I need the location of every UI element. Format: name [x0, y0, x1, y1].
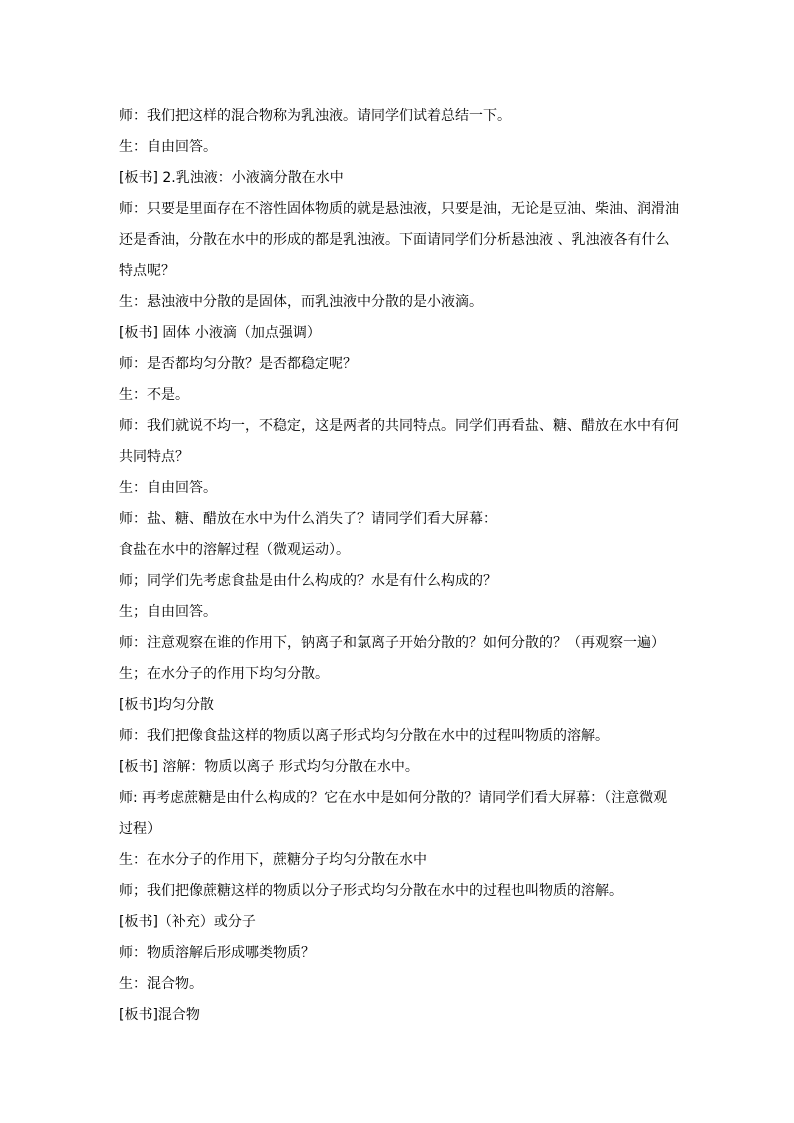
text-line: 生：不是。 — [119, 387, 189, 403]
text-line: 师；我们把像蔗糖这样的物质以分子形式均匀分散在水中的过程也叫物质的溶解。 — [119, 883, 623, 899]
text-line: 师：我们把这样的混合物称为乳浊液。请同学们试着总结一下。 — [119, 108, 511, 124]
text-line: 师：是否都均匀分散？是否都稳定呢？ — [119, 356, 357, 372]
text-line: [板书]均匀分散 — [119, 697, 214, 713]
text-line: [板书]（补充）或分子 — [119, 914, 256, 930]
text-line: 共同特点？ — [119, 449, 189, 465]
text-line: 还是香油，分散在水中的形成的都是乳浊液。下面请同学们分析悬浊液 、乳浊液各有什么 — [119, 232, 670, 248]
text-line: 师：物质溶解后形成哪类物质？ — [119, 945, 315, 961]
text-line: 生；在水分子的作用下均匀分散。 — [119, 666, 329, 682]
text-line: 特点呢？ — [119, 263, 175, 279]
text-line: 生：在水分子的作用下，蔗糖分子均匀分散在水中 — [119, 852, 427, 868]
text-line: 师：注意观察在谁的作用下，钠离子和氯离子开始分散的？如何分散的？（再观察一遍） — [119, 635, 665, 651]
text-line: 师：我们就说不均一，不稳定，这是两者的共同特点。同学们再看盐、糖、醋放在水中有何 — [119, 418, 679, 434]
text-line: 生：自由回答。 — [119, 480, 217, 496]
text-line: 生：混合物。 — [119, 976, 203, 992]
text-line: 师；同学们先考虑食盐是由什么构成的？水是有什么构成的？ — [119, 573, 497, 589]
text-line: 食盐在水中的溶解过程（微观运动）。 — [119, 542, 350, 558]
text-line: 师：盐、糖、醋放在水中为什么消失了？请同学们看大屏幕： — [119, 511, 497, 527]
text-line: 过程） — [119, 821, 161, 837]
text-line: [板书]混合物 — [119, 1007, 200, 1023]
text-line: 生；自由回答。 — [119, 604, 217, 620]
text-line: 生：自由回答。 — [119, 139, 217, 155]
text-line: 生：悬浊液中分散的是固体，而乳浊液中分散的是小液滴。 — [119, 294, 483, 310]
document-body — [119, 101, 679, 1031]
text-line: 师：我们把像食盐这样的物质以离子形式均匀分散在水中的过程叫物质的溶解。 — [119, 728, 609, 744]
text-line: [板书] 固体 小液滴（加点强调） — [119, 325, 321, 341]
text-line: 师: 再考虑蔗糖是由什么构成的？它在水中是如何分散的？请同学们看大屏幕：（注意微观 — [119, 790, 668, 806]
text-line: 师：只要是里面存在不溶性固体物质的就是悬浊液，只要是油，无论是豆油、柴油、润滑油 — [119, 201, 679, 217]
text-line: [板书] 溶解：物质以离子 形式均匀分散在水中。 — [119, 759, 419, 775]
text-line: [板书] 2.乳浊液：小液滴分散在水中 — [119, 170, 344, 186]
